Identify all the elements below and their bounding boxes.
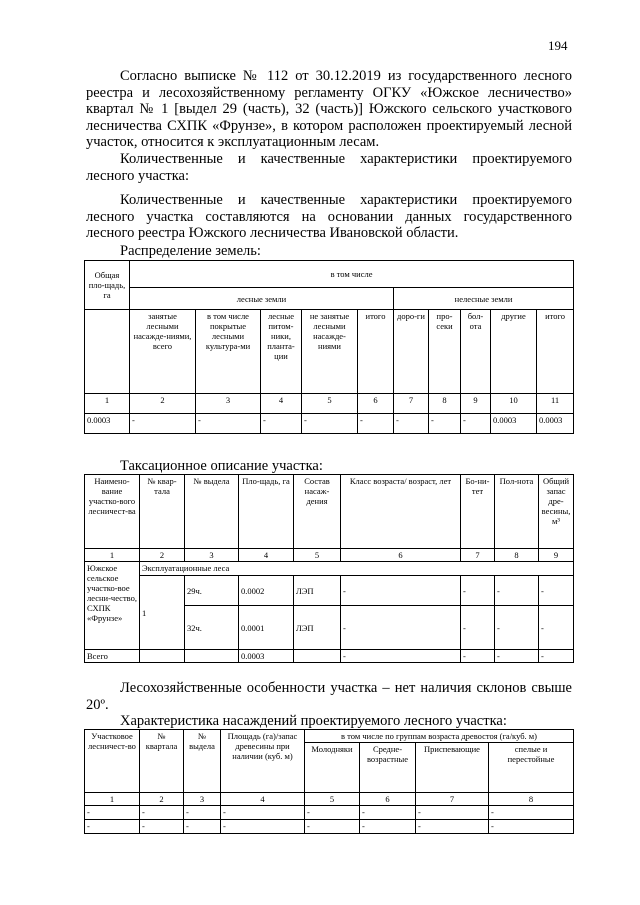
table-cell: 0.0003 [85, 414, 130, 434]
table-cell: ЛЭП [294, 576, 341, 606]
table-cell: - [461, 414, 491, 434]
district-name: Южское сельское участко-вое лесни-чество, СХПК «Фрунзе» [85, 562, 140, 650]
header-nonforest-land: нелесные земли [394, 288, 574, 310]
header-cell: другие [491, 310, 537, 394]
column-number: 7 [461, 549, 495, 562]
table-cell: - [302, 414, 358, 434]
header-cell: занятые лесными насажде-ниями, всего [130, 310, 196, 394]
table-cell: - [261, 414, 302, 434]
table-cell: - [196, 414, 261, 434]
header-total-area: Общая пло-щадь, га [85, 261, 130, 310]
heading-taxation: Таксационное описание участка: [120, 458, 323, 474]
column-number: 5 [302, 394, 358, 414]
column-number: 10 [491, 394, 537, 414]
header-young: Молодняки [305, 743, 360, 793]
table-cell: - [184, 806, 221, 820]
table-cell: - [341, 576, 461, 606]
header-area: Пло-щадь, га [239, 475, 294, 549]
column-number: 7 [416, 793, 489, 806]
column-number: 9 [461, 394, 491, 414]
header-forest-land: лесные земли [130, 288, 394, 310]
table-cell: 0.0003 [491, 414, 537, 434]
header-volume: Общий запас дре-весины, м³ [539, 475, 574, 549]
total-area: 0.0003 [239, 650, 294, 663]
table-cell: - [416, 806, 489, 820]
table-cell: 32ч. [185, 606, 239, 650]
column-number: 6 [360, 793, 416, 806]
column-number: 5 [294, 549, 341, 562]
table-cell [140, 650, 185, 663]
column-number: 2 [130, 394, 196, 414]
table-cell: - [184, 820, 221, 834]
column-number: 4 [261, 394, 302, 414]
column-number: 8 [495, 549, 539, 562]
header-density: Пол-нота [495, 475, 539, 549]
table-cell: - [140, 806, 184, 820]
header-cell: лесные питом-ники, планта-ции [261, 310, 302, 394]
table-cell: - [394, 414, 429, 434]
total-label: Всего [85, 650, 140, 663]
column-number: 3 [185, 549, 239, 562]
column-number: 8 [489, 793, 574, 806]
header-cell: итого [358, 310, 394, 394]
table-cell: - [489, 806, 574, 820]
header-quarter: № квартала [140, 730, 184, 793]
table-cell: 29ч. [185, 576, 239, 606]
column-number: 3 [196, 394, 261, 414]
header-maturing: Приспевающие [416, 743, 489, 793]
column-number: 1 [85, 549, 140, 562]
column-number: 1 [85, 793, 140, 806]
table-cell: - [429, 414, 461, 434]
column-number: 4 [221, 793, 305, 806]
paragraph-slopes: Лесохозяйственные особенности участка – нет наличия склонов свыше 20º. [86, 680, 572, 713]
header-age-class: Класс возраста/ возраст, лет [341, 475, 461, 549]
header-vydel: № выдела [185, 475, 239, 549]
table-cell: - [539, 576, 574, 606]
table-cell: 0.0001 [239, 606, 294, 650]
column-number: 6 [358, 394, 394, 414]
quarter-number: 1 [140, 576, 185, 650]
table-cell: - [461, 576, 495, 606]
header-vydel: № выдела [184, 730, 221, 793]
table-cell: ЛЭП [294, 606, 341, 650]
table-cell: - [416, 820, 489, 834]
header-composition: Состав насаж-дения [294, 475, 341, 549]
column-number: 7 [394, 394, 429, 414]
table-cell: - [360, 806, 416, 820]
page-number: 194 [548, 38, 568, 53]
table-cell: - [461, 650, 495, 663]
table-cell: - [85, 806, 140, 820]
table-cell: - [221, 806, 305, 820]
header-cell: про-секи [429, 310, 461, 394]
table-cell: - [305, 806, 360, 820]
table-cell: - [495, 576, 539, 606]
land-distribution-table [84, 260, 574, 434]
taxation-table [84, 474, 574, 663]
table-cell: - [341, 606, 461, 650]
header-quarter: № квар-тала [140, 475, 185, 549]
table-cell: - [495, 650, 539, 663]
table-cell: - [495, 606, 539, 650]
table-cell: - [221, 820, 305, 834]
header-cell: доро-ги [394, 310, 429, 394]
column-number: 2 [140, 793, 184, 806]
plantations-table [84, 729, 574, 834]
header-district: Наимено-вание участко-вого лесничест-ва [85, 475, 140, 549]
header-mature: спелые и перестойные [489, 743, 574, 793]
table-cell [294, 650, 341, 663]
header-age-groups: в том числе по группам возраста древостоя (га/куб. м) [305, 730, 574, 743]
heading-plantations: Характеристика насаждений проектируемого лесного участка: [120, 713, 507, 729]
header-cell: не занятые лесными насажде-ниями [302, 310, 358, 394]
table-cell: - [360, 820, 416, 834]
table-cell: - [489, 820, 574, 834]
column-number: 1 [85, 394, 130, 414]
column-number: 11 [537, 394, 574, 414]
table-cell [185, 650, 239, 663]
header-district: Участковое лесничест-во [85, 730, 140, 793]
table-cell: 0.0003 [537, 414, 574, 434]
table-cell: - [130, 414, 196, 434]
header-cell: в том числе покрытые лесными культура-ми [196, 310, 261, 394]
header-cell: итого [537, 310, 574, 394]
table-cell: - [358, 414, 394, 434]
header-including: в том числе [130, 261, 574, 288]
column-number: 9 [539, 549, 574, 562]
heading-land-distribution: Распределение земель: [120, 243, 261, 259]
column-number: 6 [341, 549, 461, 562]
header-cell [85, 310, 130, 394]
column-number: 5 [305, 793, 360, 806]
header-bonitet: Бо-ни-тет [461, 475, 495, 549]
header-middle-aged: Средне-возрастные [360, 743, 416, 793]
column-number: 3 [184, 793, 221, 806]
table-cell: - [341, 650, 461, 663]
table-cell: - [85, 820, 140, 834]
forest-category: Эксплуатационные леса [140, 562, 574, 576]
column-number: 4 [239, 549, 294, 562]
paragraph-characteristics: Количественные и качественные характеристики проектируемого лесного участка: [86, 151, 572, 184]
header-area-volume: Площадь (га)/запас древесины при наличии (куб. м) [221, 730, 305, 793]
table-cell: 0.0002 [239, 576, 294, 606]
header-cell: бол-ота [461, 310, 491, 394]
column-number: 8 [429, 394, 461, 414]
table-cell: - [539, 606, 574, 650]
table-cell: - [140, 820, 184, 834]
table-cell: - [539, 650, 574, 663]
table-cell: - [461, 606, 495, 650]
table-cell: - [305, 820, 360, 834]
paragraph-extract: Согласно выписке № 112 от 30.12.2019 из государственного лесного реестра и лесохозяйственному регламенту ОГКУ «Южское лесничество» квартал № 1 [выдел 29 (часть), 32 (часть)] Южского сельского участкового лесничества СХПК «Фрунзе», в котором расположен проектируемый лесной участок, относится к эксплуатационным лесам. [86, 68, 572, 150]
column-number: 2 [140, 549, 185, 562]
paragraph-source: Количественные и качественные характеристики проектируемого лесного участка составляются на основании данных государственного лесного реестра Южского лесничества Ивановской области. [86, 192, 572, 241]
